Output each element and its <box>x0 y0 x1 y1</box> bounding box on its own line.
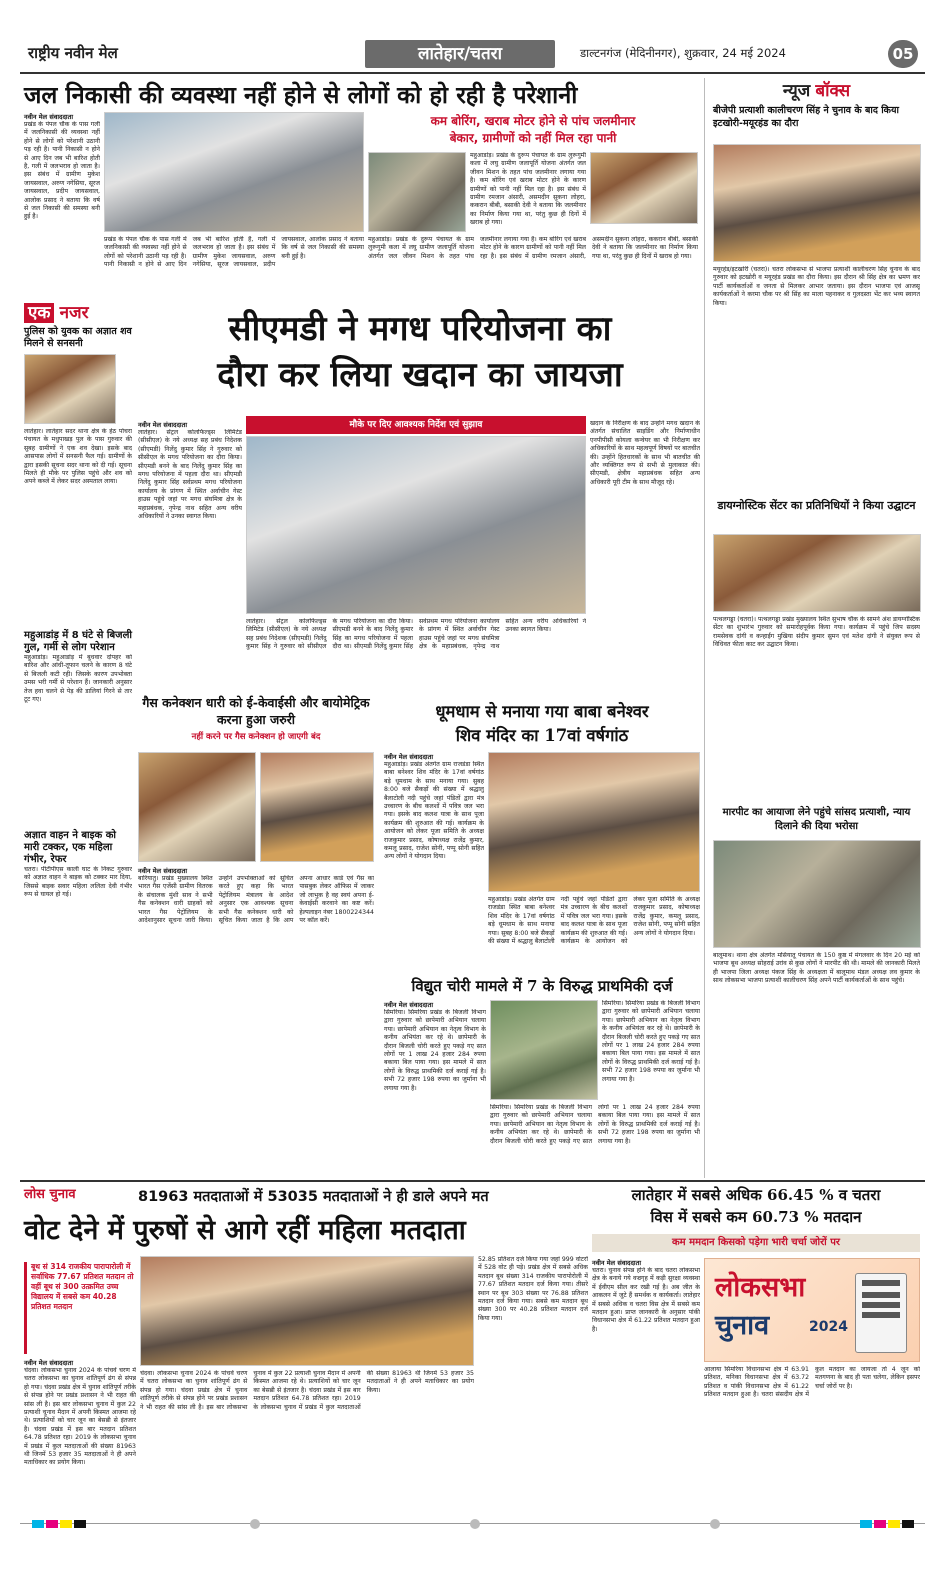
story5-left-col <box>384 752 484 972</box>
story1-text-col <box>24 112 100 304</box>
story4-text <box>138 866 374 1176</box>
news-box-item1-title: बीजेपी प्रत्याशी कालीचरण सिंह ने चुनाव के बाद किया इटखोरी-मयूरहंड का दौरा <box>713 105 899 129</box>
brand-name: राष्ट्रीय नवीन मेल <box>28 44 118 62</box>
news-box <box>704 78 920 1178</box>
story2-headline-b: बेकार, ग्रामीणों को नहीं मिल रहा पानी <box>449 131 617 145</box>
story3-headline-line1: सीएमडी ने मगध परियोजना का <box>228 309 612 349</box>
news-box-label-b: बॉक्स <box>815 81 851 101</box>
evm-icon <box>855 1273 907 1353</box>
story4-subhead: नहीं करने पर गैस कनेक्शन हो जाएगी बंद <box>191 732 321 742</box>
story6-body-bottom: सिमरिया। सिमरिया प्रखंड के बिजली विभाग द्वारा गुरुवार को छापेमारी अभियान चलाया गया। छापेमारी अभियान का नेतृत्व विभाग के कनीय अभियंता कर रहे थे। छापेमारी के दौरान बिजली चोरी करते हुए पकड़े गए सात लोगों पर 1 लाख 24 हजार 284 रुपया बकाया बिल पाया गया। इस मामले में सात लोगों के विरुद्ध प्राथमिकी दर्ज कराई गई है। सभी 72 हजार 198 रुपया का जुर्माना भी लगाया गया है। <box>490 1104 700 1145</box>
story4-headline-block <box>138 694 374 742</box>
print-registration-strip <box>20 1520 925 1534</box>
ek-nazar-label <box>24 300 134 322</box>
story3-left-col <box>138 420 242 688</box>
news-box-item3-body: बालूमाथ। थाना क्षेत्र अंतर्गत मसियातू पंचायत के 150 कुष्ठ में मंगलवार के दिन 20 मई को भाजपा बूथ अध्यक्ष सोहराई उरांव से कुछ लोगों ने मारपीट की थी। मामले की जानकारी मिलते ही भाजपा जिला अध्यक्ष पंकज सिंह के अध्यक्षता में बालूमाथ मंडल अध्यक्ष लव कुमार के साथ लोकसभा भाजपा प्रत्याशी कालीचरण सिंह अपने पार्टी कार्यकर्ताओं के साथ पहुंचे। <box>713 952 920 985</box>
page-number: 05 <box>888 40 918 68</box>
news-box-item1-photo <box>713 144 921 262</box>
election-section-label: लोस चुनाव <box>24 1187 76 1202</box>
story5-body-continued: महुआडांड़। प्रखंड अंतर्गत ग्राम राजडंडा स्थित बाबा बनेश्वर शिव मंदिर के 17वां वर्षगांठ बड़े धूमधाम के साथ मनाया गया। सुबह 8:00 बजे सैकड़ों की संख्या में श्रद्धालु बैलाटोली नदी पहुंचे जहां पंडितों द्वारा मंत्र उच्चारण के बीच कलशों में पवित्र जल भरा गया। इसके बाद कलश यात्रा के साथ पूजा कार्यक्रम की शुरुआत की गई। कार्यक्रम के आयोजन को लेकर पूजा समिति के अध्यक्ष राजकुमार प्रसाद, कोषाध्यक्ष राजेंद्र कुमार, कमलू प्रसाद, राजेश सोनी, पप्पू सोनी सहित अन्य लोगों ने योगदान दिया। <box>488 896 700 946</box>
story6-left-col <box>384 1000 486 1176</box>
story4-headline: गैस कनेक्शन धारी को ई-केवाईसी और बायोमेट्रिक करना हुआ जरुरी <box>142 695 370 727</box>
story6-body: सिमरिया। सिमरिया प्रखंड के बिजली विभाग द्वारा गुरुवार को छापेमारी अभियान चलाया गया। छापेमारी अभियान का नेतृत्व विभाग के कनीय अभियंता कर रहे थे। छापेमारी के दौरान बिजली चोरी करते हुए पकड़े गए सात लोगों पर 1 लाख 24 हजार 284 रुपया बकाया बिल पाया गया। इस मामले में सात लोगों के विरुद्ध प्राथमिकी दर्ज कराई गई है। सभी 72 हजार 198 रुपया का जुर्माना भी लगाया गया है। <box>384 1009 486 1092</box>
ek-nazar-item3-title: अज्ञात वाहन ने बाइक को मारी टक्कर, एक महिला गंभीर, रेफर <box>24 830 116 865</box>
election-kicker: 81963 मतदाताओं में 53035 मतदाताओं ने ही डाले अपने मत <box>138 1189 489 1205</box>
ek-nazar-label-b: नजर <box>59 303 89 323</box>
story5-headline <box>384 700 700 748</box>
ek-nazar-item1-title: पुलिस को युवक का अज्ञात शव मिलने से सनसनी <box>24 326 132 349</box>
ek-nazar-label-a: एक <box>24 303 54 323</box>
story7-body: चतरा। चुनाव संपन्न होने के बाद चतरा लोकसभा क्षेत्र के बनाये गये वज्रगृह में कड़ी सुरक्षा व्यवस्था में ईवीएम सील कर रखी गई है। अब जीत के आकलन में जुटे हैं समर्थक व कार्यकर्ता। लातेहार में सबसे अधिक व चतरा विस क्षेत्र में सबसे कम मतदान हुआ। प्राप्त जानकारी के अनुसार पांकी विधानसभा क्षेत्र में 61.22 प्रतिशत मतदान हुआ है। <box>592 1267 700 1333</box>
story4-photo-gas-agency <box>138 752 256 862</box>
story2-body-b: महुआडांड़। प्रखंड के दुरूप पंचायत के ग्राम लुरूगुमी कला में लघु ग्रामीण जलापूर्ति योजना अंतर्गत जल जीवन मिशन के तहत पांच जलमीनार लगाया गया है। कम बोरिंग एवं खराब मोटर होने के कारण ग्रामीणों को पानी नहीं मिल रहा है। इस संबंध में ग्रामीण रमजान अंसारी, असमदीन सुकना लोहरा, ककरान बीबी, बसाकी देवी ने बताया कि जलमीनार का निर्माण किया गया था, परंतु कुछ ही दिनों में खराब हो गया। <box>368 236 698 260</box>
news-box-item2-body: पत्थलगड्डा (चतरा)। पत्थलगड्डा प्रखंड मुख्यालय स्थित सुभाष चौक के सामने अंश डायग्नोस्टिक सेंटर का शुभारंभ गुरुवार को समारोहपूर्वक किया गया। कार्यक्रम में पहुंचे जिप सदस्य रामसेवक दांगी व कन्हाईंग मुखिया संदीप कुमार सुमन एवं मतेश दांगी ने संयुक्त रूप से विधिवत फीता काट कर उद्घाटन किया। <box>713 616 920 649</box>
election-body-continued: चंदवा। लोकसभा चुनाव 2024 के पांचवें चरण में चतरा लोकसभा का चुनाव शांतिपूर्ण ढंग से संपन्न हो गया। चंदवा प्रखंड क्षेत्र में चुनाव शांतिपूर्ण तरीके से संपन्न होने पर प्रखंड प्रशासन ने भी राहत की सांस ली है। इस बार लोकसभा चुनाव में कुल 22 प्रत्याशी चुनाव मैदान में अपनी किस्मत आजमा रहे थे। प्रत्याशियों को चार जून का बेसब्री से इंतजार है। चंदवा प्रखंड में इस बार मतदान प्रतिशत 64.78 प्रतिशत रहा। 2019 के लोकसभा चुनाव में प्रखंड में कुल मतदाताओं की संख्या 81963 थी जिनमें 53 हजार 35 मतदाताओं ने ही अपने मताधिकार का प्रयोग किया। <box>140 1370 474 1411</box>
news-box-item3-title: मारपीट का आयाजा लेने पहुंचे सांसद प्रत्याशी, न्याय दिलाने की दिया भरोसा <box>722 807 911 832</box>
election-ad-graphic <box>704 1258 920 1362</box>
story7-headline-line2: विस में सबसे कम 60.73 % मतदान <box>650 1208 862 1226</box>
story4-body: बारियातु। प्रखंड मुख्यालय स्थित भारत गैस एजेंसी ग्रामीण वितरक के संचालक मुंशी साव ने सभी गैस कनेक्शन धारी ग्राहकों को भारत गैस पेट्रोलियम के आदेशानुसार सूचना जारी किया। उन्होंने उपभोक्ताओं को सूचित करते हुए कहा कि भारत पेट्रोलियम मंत्रालय के आदेश अनुसार एक आवश्यक सूचना सभी गैस कनेक्शन धारी को सूचित किया जाता है कि आप अपना आधार कार्ड एवं गैस का पासबुक लेकर ऑफिस में जाकर जो लाभुक है वह स्वयं अपना ई-केवाईसी करवाने का कष्ट करें। हेल्पलाइन नंबर 1800224344 पर कॉल करें। <box>138 875 374 925</box>
story5-photo-procession <box>488 752 700 892</box>
election-body: चंदवा। लोकसभा चुनाव 2024 के पांचवें चरण में चतरा लोकसभा का चुनाव शांतिपूर्ण ढंग से संपन्न हो गया। चंदवा प्रखंड क्षेत्र में चुनाव शांतिपूर्ण तरीके से संपन्न होने पर प्रखंड प्रशासन ने भी राहत की सांस ली है। इस बार लोकसभा चुनाव में कुल 22 प्रत्याशी चुनाव मैदान में अपनी किस्मत आजमा रहे थे। प्रत्याशियों को चार जून का बेसब्री से इंतजार है। चंदवा प्रखंड में इस बार मतदान प्रतिशत 64.78 प्रतिशत रहा। 2019 के लोकसभा चुनाव में प्रखंड में कुल मतदाताओं की संख्या 81963 थी जिनमें 53 हजार 35 मतदाताओं ने ही अपने मताधिकार का प्रयोग किया। <box>24 1367 136 1467</box>
masthead-rule <box>20 72 925 74</box>
ek-nazar-item3-body: चतरा। पीटीपीएस काली घाट के निकट गुरुवार को अज्ञात वाहन ने बाइक को टक्कर मार दिया, जिससे बाइक सवार महिला ललिता देवी गंभीर रूप से घायल हो गई। <box>24 866 132 899</box>
story7-byline: नवीन मेल संवाददाता <box>592 1259 641 1267</box>
story3-photo-mine-visit <box>246 436 586 614</box>
story6-body-right: सिमरिया। सिमरिया प्रखंड के बिजली विभाग द्वारा गुरुवार को छापेमारी अभियान चलाया गया। छापेमारी अभियान का नेतृत्व विभाग के कनीय अभियंता कर रहे थे। छापेमारी के दौरान बिजली चोरी करते हुए पकड़े गए सात लोगों पर 1 लाख 24 हजार 284 रुपया बकाया बिल पाया गया। इस मामले में सात लोगों के विरुद्ध प्राथमिकी दर्ज कराई गई है। सभी 72 हजार 198 रुपया का जुर्माना भी लगाया गया है। <box>602 1000 700 1083</box>
story6-headline: विद्युत चोरी मामले में 7 के विरुद्ध प्राथमिकी दर्ज <box>411 977 673 995</box>
story2-headline-a: कम बोरिंग, खराब मोटर होने से पांच जलमीनार <box>430 114 636 128</box>
story1-byline: नवीन मेल संवाददाता <box>24 113 73 121</box>
story3-headline-line2: दौरा कर लिया खदान का जायजा <box>217 355 623 395</box>
election-body2: 52.85 प्रतिशत दर्ज किया गया जहां 999 वोटरों में 528 वोट ही पड़े। प्रखंड क्षेत्र में सबसे अधिक मतदान बूथ संख्या 314 राजकीय पारापोरोली में 77.67 प्रतिशत मतदान दर्ज किया गया। तीसरे स्थान पर बूथ 303 संख्या पर 76.88 प्रतिशत मतदान दर्ज किया गया। सबसे कम मतदान बूथ संख्या 300 पर 40.28 प्रतिशत मतदान दर्ज किया गया। <box>478 1256 588 1322</box>
story4-byline: नवीन मेल संवाददाता <box>138 867 187 875</box>
masthead <box>20 40 925 68</box>
election-ad-line1: लोकसभा <box>715 1272 806 1303</box>
dateline: डाल्टनगंज (मेदिनीनगर), शुक्रवार, 24 मई 2024 <box>580 46 786 60</box>
story7-body2: आलाया सिमरिया विधानसभा क्षेत्र में 63.91 प्रतिशत, मनिका विधानसभा क्षेत्र में 63.72 प्रतिशत व पांकी विधानसभा क्षेत्र में 61.22 प्रतिशत मतदान हुआ है। चतरा संसदीय क्षेत्र में कुल मतदान का जायजा तो 4 जून को मतगणना के बाद ही पता चलेगा, लेकिन इसपर चर्चा जोरों पर है। <box>704 1366 920 1399</box>
election-ad-year: 2024 <box>809 1319 848 1335</box>
story5-byline: नवीन मेल संवाददाता <box>384 753 433 761</box>
story1-photo-flooded-lane <box>104 112 364 232</box>
story2-body-a: महुआडांड़। प्रखंड के दुरूप पंचायत के ग्राम लुरूगुमी कला में लघु ग्रामीण जलापूर्ति योजना अंतर्गत जल जीवन मिशन के तहत पांच जलमीनार लगाया गया है। कम बोरिंग एवं खराब मोटर होने के कारण ग्रामीणों को पानी नहीं मिल रहा है। इस संबंध में ग्रामीण रमजान अंसारी, असमदीन सुकना लोहरा, ककरान बीबी, बसाकी देवी ने बताया कि जलमीनार का निर्माण किया गया था, परंतु कुछ ही दिनों में खराब हो गया। <box>470 152 586 227</box>
election-pull-quote: बूथ सं 314 राजकीय पारापारोली में सर्वाधिक 77.67 प्रतिशत मतदान तो वहीं बूथ सं 300 उत्क्रमित उच्च विद्यालय में सबसे कम 40.28 प्रतिशत मतदान <box>24 1262 136 1354</box>
election-photo-voter-queue <box>140 1256 474 1366</box>
story3-body-left: लातेहार। सेंट्रल कोलफिल्ड्स लिमिटेड (सीसीएल) के नये अध्यक्ष सह प्रबंध निदेशक (सीएमडी) निलेंदु कुमार सिंह ने गुरुवार को सीसीएल के मगध परियोजना का दौरा किया। सीएमडी बनने के बाद निलेंदु कुमार सिंह का मगध परियोजना में पहला दौरा था। सीएमडी निलेंदु कुमार सिंह सर्वप्रथम मगध परियोजना कार्यालय के प्रांगण में स्थित अर्वाचीन गेस्ट हाउस पहुंचे जहां पर मगध संघमित्रा क्षेत्र के महाप्रबंधक, नृपेन्द्र नाथ सहित अन्य वरीय अधिकारियों ने उनका स्वागत किया। <box>138 429 242 521</box>
story5-headline-line2: शिव मंदिर का 17वां वर्षगांठ <box>455 726 629 745</box>
ek-nazar-item1-photo <box>24 354 116 424</box>
story2-photo-water-tower <box>368 152 466 232</box>
ek-nazar-item2-body: महुआडांड़। महुआडांड़ में बुधवार दोपहर को बारिश और आंधी-तूफान चलने के कारण 8 घंटे से बिजली कटी रही। जिसके कारण उपभोक्ता उमस भरी गर्मी से परेशान हैं। जानकारी अनुसार तेज हवा चलने से पेड़ की डालियां गिरने से तार टूट गए। <box>24 654 132 704</box>
story1-body: प्रखंड के पंपल चौक के पास गली में जलनिकासी की व्यवस्था नहीं होने से लोगों को परेशानी उठानी पड़ रही है। पानी निकासी न होने से आए दिन जब भी बारिश होती है, गली में जलभराव हो जाता है। इस संबंध में ग्रामीण मुकेश जायसवाल, अरुण नगेसिया, सूरज जायसवाल, प्रदीप जायसवाल, आलोक प्रसाद ने बताया कि वर्ष से जल निकासी की समस्या बनी हुई है। <box>24 121 100 221</box>
news-box-label <box>713 78 920 104</box>
ek-nazar-item1-body: लातेहार। लातेहार सदर थाना क्षेत्र के हेठ पोचरा पंचायत के मधुपाखड़ पुल के पास गुरुवार की सुबह ग्रामीणों ने एक शव देखा। इसके बाद आसपास लोगों में सनसनी फैल गई। ग्रामीणों के द्वारा इसकी सूचना सदर थाना को दी गई। सूचना मिलते ही मौके पर पुलिस पहुंचे और शव को अपने कब्जे में लेकर सदर अस्पताल लाया। <box>24 428 132 486</box>
news-box-item2-photo <box>713 534 921 612</box>
story2-headline <box>368 112 698 150</box>
story7-left-col <box>592 1258 700 1508</box>
story3-body-bottom: लातेहार। सेंट्रल कोलफिल्ड्स लिमिटेड (सीसीएल) के नये अध्यक्ष सह प्रबंध निदेशक (सीएमडी) निलेंदु कुमार सिंह ने गुरुवार को सीसीएल के मगध परियोजना का दौरा किया। सीएमडी बनने के बाद निलेंदु कुमार सिंह का मगध परियोजना में पहला दौरा था। सीएमडी निलेंदु कुमार सिंह सर्वप्रथम मगध परियोजना कार्यालय के प्रांगण में स्थित अर्वाचीन गेस्ट हाउस पहुंचे जहां पर मगध संघमित्रा क्षेत्र के महाप्रबंधक, नृपेन्द्र नाथ सहित अन्य वरीय अधिकारियों ने उनका स्वागत किया। <box>246 618 586 651</box>
ek-nazar-item2-title: महुआडांड़ में 8 घंटे से बिजली गुल, गर्मी से लोग परेशान <box>24 630 132 653</box>
news-box-item2-title: डायग्नोस्टिक सेंटर का प्रतिनिधियों ने किया उद्घाटन <box>717 499 916 512</box>
story7-headline-line1: लातेहार में सबसे अधिक 66.45 % व चतरा <box>631 1186 881 1204</box>
election-headline: वोट देने में पुरुषों से आगे रहीं महिला मतदाता <box>24 1215 466 1246</box>
story3-subhead: मौके पर दिए आवश्यक निर्देश एवं सुझाव <box>246 416 586 434</box>
news-box-item1-body: मयूरहंड/इटखोरी (चतरा)। चतरा लोकसभा से भाजपा प्रत्याशी कालीचरण सिंह चुनाव के बाद गुरुवार को इटखोरी व मयूरहंड प्रखंड का दौरा किया। इस दौरान श्री सिंह क्षेत्र का भ्रमण कर पार्टी कार्यकर्ताओं व जनता से मिलकर आभार जताया। इस दौरान भाजपा एवं आजसू कार्यकर्ताओं ने करमा चौक पर श्री सिंह का माला पहनाकर व गुलदस्ता भेंट कर भव्य स्वागत किया। <box>713 266 920 307</box>
news-box-item3-photo <box>713 840 921 948</box>
story3-headline <box>140 306 700 398</box>
story7-subhead: कम ममदान किसको पड़ेगा भारी चर्चा जोरों पर <box>592 1234 920 1252</box>
news-box-label-a: न्यूज <box>782 81 811 101</box>
election-ad-line2: चुनाव <box>715 1310 770 1341</box>
story6-photo-power-line <box>490 1000 598 1100</box>
story4-photo-distributor <box>260 752 374 862</box>
story5-headline-line1: धूमधाम से मनाया गया बाबा बनेश्वर <box>435 702 649 721</box>
story2-photo-villagers <box>590 152 698 224</box>
story1-body-continued: प्रखंड के पंपल चौक के पास गली में जलनिकासी की व्यवस्था नहीं होने से लोगों को परेशानी उठानी पड़ रही है। पानी निकासी न होने से आए दिन जब भी बारिश होती है, गली में जलभराव हो जाता है। इस संबंध में ग्रामीण मुकेश जायसवाल, अरुण नगेसिया, सूरज जायसवाल, प्रदीप जायसवाल, आलोक प्रसाद ने बताया कि वर्ष से जल निकासी की समस्या बनी हुई है। <box>104 236 364 269</box>
section-label: लातेहार/चतरा <box>365 40 555 68</box>
section-divider <box>20 1180 925 1182</box>
story3-byline: नवीन मेल संवाददाता <box>138 421 187 429</box>
story5-body: महुआडांड़। प्रखंड अंतर्गत ग्राम राजडंडा स्थित बाबा बनेश्वर शिव मंदिर के 17वां वर्षगांठ बड़े धूमधाम के साथ मनाया गया। सुबह 8:00 बजे सैकड़ों की संख्या में श्रद्धालु बैलाटोली नदी पहुंचे जहां पंडितों द्वारा मंत्र उच्चारण के बीच कलशों में पवित्र जल भरा गया। इसके बाद कलश यात्रा के साथ पूजा कार्यक्रम की शुरुआत की गई। कार्यक्रम के आयोजन को लेकर पूजा समिति के अध्यक्ष राजकुमार प्रसाद, कोषाध्यक्ष राजेंद्र कुमार, कमलू प्रसाद, राजेश सोनी, पप्पू सोनी सहित अन्य लोगों ने योगदान दिया। <box>384 761 484 861</box>
story3-body-right: खदान के निरीक्षण के बाद उन्होंने मगध खदान के अंतर्गत संचालित साइडिंग और निर्माणाधीन एनपीपीसी कोयला कन्वेयर का भी निरीक्षण कर अधिकारियों के साथ महत्वपूर्ण विषयों पर बातचीत की। उन्होंने हितधारकों के साथ भी बातचीत की और व्यक्तिगत रूप से सभी से मुलाकात की। सीएमडी, क्षेत्रीय महाप्रबंधक सहित अन्य अधिकारी पूरी टीम के साथ मौजूद रहे। <box>590 420 700 486</box>
election-byline: नवीन मेल संवाददाता <box>24 1359 73 1367</box>
story7-headline <box>592 1184 920 1228</box>
story6-byline: नवीन मेल संवाददाता <box>384 1001 433 1009</box>
story1-headline: जल निकासी की व्यवस्था नहीं होने से लोगों को हो रही है परेशानी <box>24 81 578 109</box>
ek-nazar-column <box>24 326 132 1226</box>
election-left-col <box>24 1358 136 1508</box>
